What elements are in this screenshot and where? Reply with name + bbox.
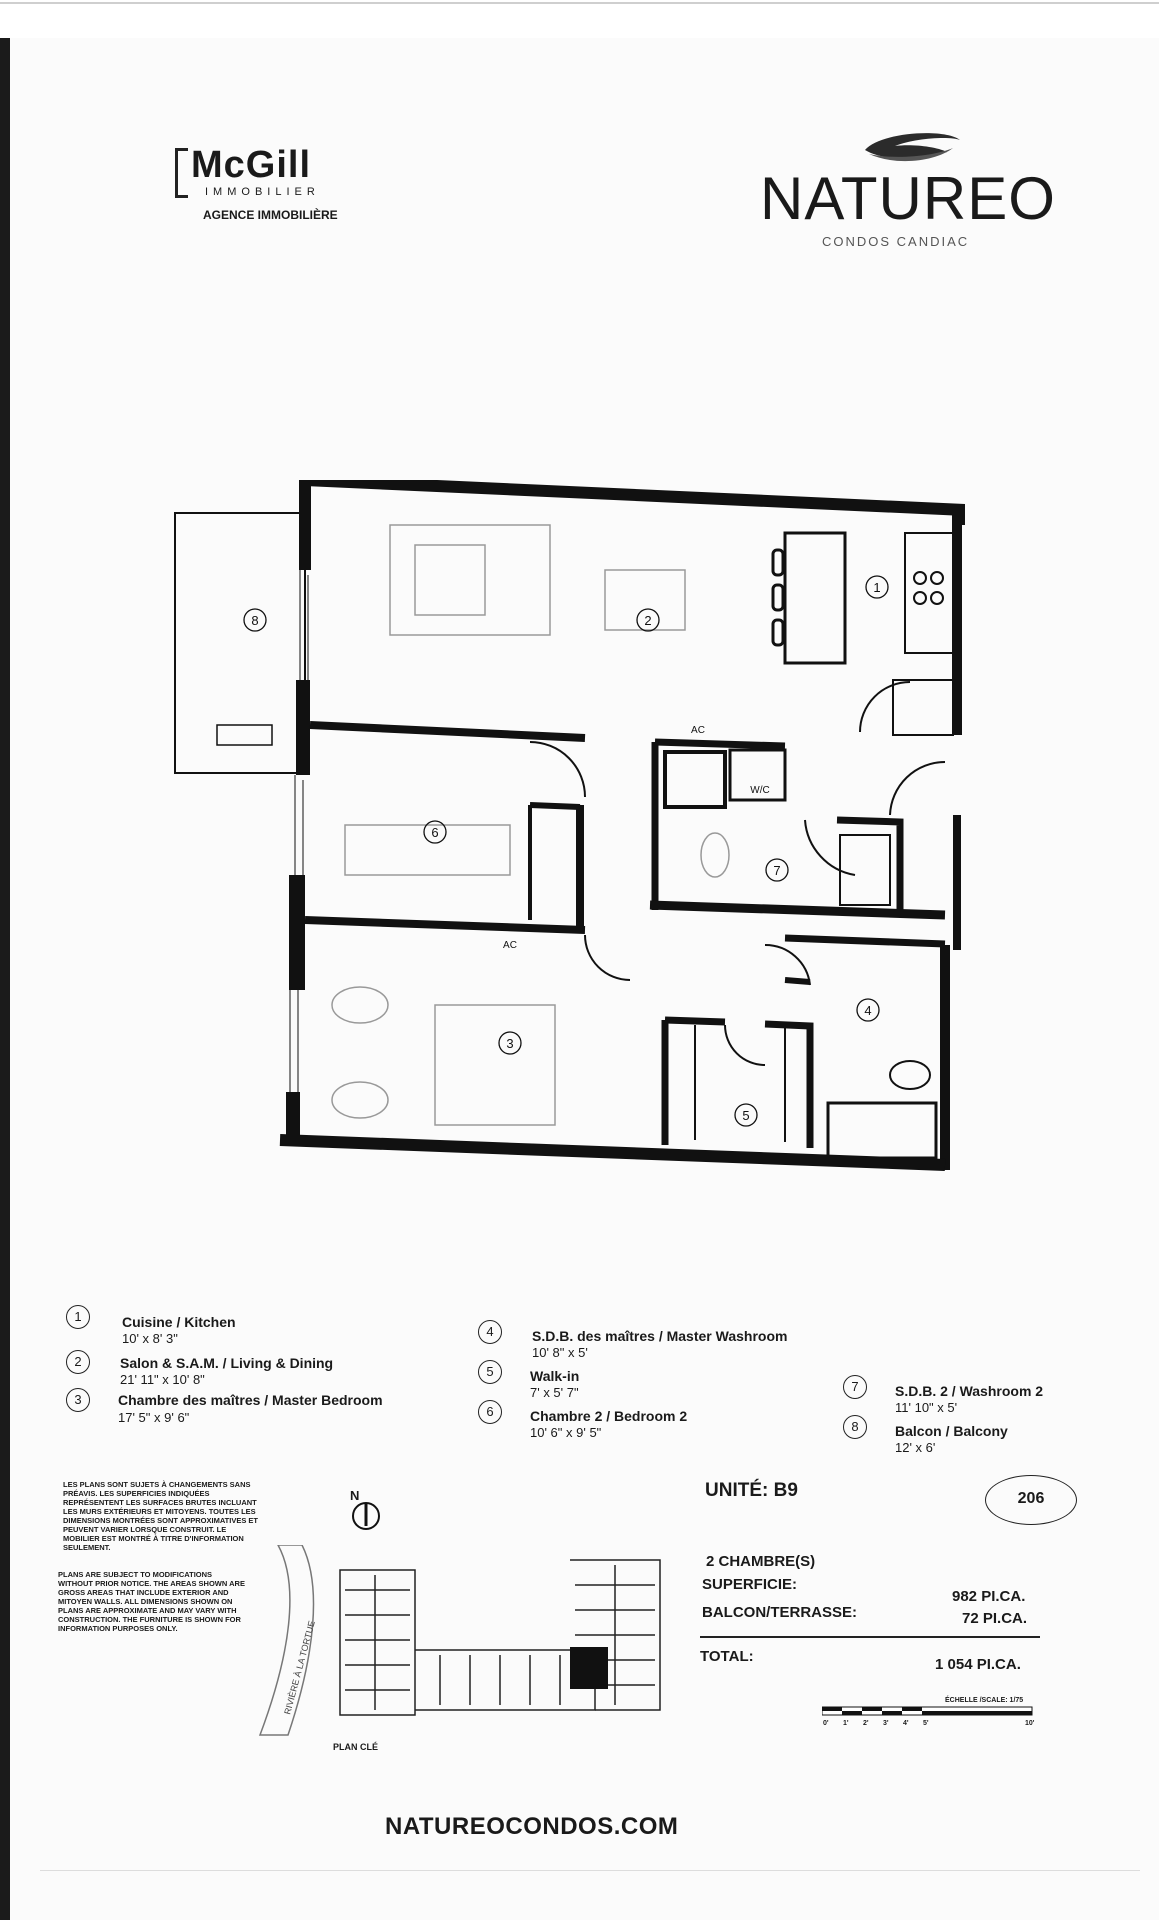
- room-marker-1: [866, 576, 888, 598]
- room-marker-7: [766, 859, 788, 881]
- legend-num-7: 7: [843, 1375, 867, 1399]
- key-plan-map: [240, 1545, 680, 1740]
- unit-number: 206: [1017, 1490, 1045, 1507]
- legend-title-7: S.D.B. 2 / Washroom 2: [895, 1383, 1044, 1399]
- notes-english: PLANS ARE SUBJECT TO MODIFICATIONS WITHOUT PRIOR NOTICE. THE AREAS SHOWN ARE GROSS AREAS THAT INCLUDE EXTERIOR AND MITOYEN WALLS. ALL DIMENSIONS SHOWN ON PLANS ARE APPROXIMATE AND MAY VARY WITH CONSTRUCTION. THE FURNITURE IS SHOWN FOR INFORMATION PURPOSES ONLY.: [58, 1570, 245, 1633]
- legend-num-6: 6: [478, 1400, 502, 1424]
- unit-label: UNITÉ: B9: [705, 1480, 798, 1501]
- legend-dim-7: 11' 10" x 5': [895, 1400, 958, 1415]
- ac-label-bedroom: AC: [503, 940, 517, 951]
- legend-dim-6: 10' 6" x 9' 5": [530, 1425, 602, 1440]
- svg-text:5: 5: [742, 1108, 750, 1123]
- mcgill-name: McGill: [191, 144, 312, 186]
- room-marker-3: [499, 1032, 521, 1054]
- legend-dim-1: 10' x 8' 3": [122, 1331, 178, 1346]
- north-label: N: [350, 1488, 360, 1503]
- scale-tick: 2': [863, 1720, 869, 1727]
- legend-dim-2: 21' 11" x 10' 8": [120, 1372, 205, 1387]
- balcony-value: 72 PI.CA.: [962, 1610, 1028, 1627]
- mcgill-subtitle: IMMOBILIER: [205, 186, 320, 198]
- natureo-name: NATUREO: [760, 165, 1056, 232]
- river-label: RIVIÈRE À LA TORTUE: [282, 1619, 317, 1716]
- scale-tick: 3': [883, 1720, 889, 1727]
- svg-text:2: 2: [644, 613, 652, 628]
- legend-num-1: 1: [66, 1305, 90, 1329]
- scale-bar: [822, 1705, 1037, 1719]
- legend-dim-5: 7' x 5' 7": [530, 1385, 579, 1400]
- scale-tick: 1': [843, 1720, 849, 1727]
- ac-label-kitchen: AC: [691, 725, 705, 736]
- balcony-outline: [175, 513, 305, 773]
- room-marker-6: [424, 821, 446, 843]
- legend-title-2: Salon & S.A.M. / Living & Dining: [120, 1355, 334, 1371]
- legend-num-3: 3: [66, 1388, 90, 1412]
- balcony-planter: [217, 725, 272, 745]
- unit-location-marker: [570, 1647, 608, 1689]
- unit-number-circle: [985, 1475, 1077, 1525]
- room-marker-8: [244, 609, 266, 631]
- legend-title-8: Balcon / Balcony: [895, 1423, 1008, 1439]
- superficie-value: 982 PI.CA.: [952, 1588, 1026, 1605]
- superficie-label: SUPERFICIE:: [702, 1576, 798, 1593]
- total-divider: [700, 1636, 1040, 1638]
- scale-tick: 10': [1025, 1720, 1035, 1727]
- legend-dim-3: 17' 5" x 9' 6": [118, 1410, 190, 1425]
- svg-text:8: 8: [251, 613, 259, 628]
- legend-num-8: 8: [843, 1415, 867, 1439]
- legend-num-5: 5: [478, 1360, 502, 1384]
- room-marker-4: [857, 999, 879, 1021]
- svg-text:3: 3: [506, 1036, 514, 1051]
- website-url[interactable]: NATUREOCONDOS.COM: [385, 1813, 679, 1840]
- natureo-swoosh-icon: [855, 126, 965, 166]
- north-arrow-icon: [350, 1500, 384, 1534]
- bedrooms-count: 2 CHAMBRE(S): [706, 1553, 816, 1570]
- svg-text:1: 1: [873, 580, 881, 595]
- legend-title-6: Chambre 2 / Bedroom 2: [530, 1408, 688, 1424]
- legend-title-1: Cuisine / Kitchen: [122, 1314, 236, 1330]
- natureo-subtitle: CONDOS CANDIAC: [822, 234, 970, 249]
- svg-text:7: 7: [773, 863, 781, 878]
- footer-divider: [40, 1870, 1140, 1871]
- notes-french: LES PLANS SONT SUJETS À CHANGEMENTS SANS PRÉAVIS. LES SUPERFICIES INDIQUÉES REPRÉSENTENT LES SURFACES BRUTES INCLUANT LES MURS EXTÉRIEURS ET MITOYENS. TOUTES LES DIMENSIONS MONTRÉES SONT APPROXIMATIVES ET PEUVENT VARIER LORSQUE CONSTRUIT. LE MOBILIER EST MONTRÉ À TITRE D'INFORMATION SEULEMENT.: [63, 1480, 259, 1552]
- legend-dim-4: 10' 8" x 5': [532, 1345, 588, 1360]
- room-marker-5: [735, 1104, 757, 1126]
- svg-text:6: 6: [431, 825, 439, 840]
- svg-text:4: 4: [864, 1003, 872, 1018]
- scale-tick: 4': [903, 1720, 909, 1727]
- legend-dim-8: 12' x 6': [895, 1440, 936, 1455]
- legend-num-2: 2: [66, 1350, 90, 1374]
- legend-num-4: 4: [478, 1320, 502, 1344]
- agency-type: AGENCE IMMOBILIÈRE: [203, 208, 338, 222]
- mcgill-bracket-mark: [175, 148, 188, 198]
- scale-label: ÉCHELLE /SCALE: 1/75: [945, 1697, 1024, 1704]
- top-divider: [0, 2, 1159, 4]
- room-marker-2: [637, 609, 659, 631]
- floor-plan-drawing: [165, 480, 965, 1180]
- natureo-logo: [760, 126, 1056, 266]
- total-label: TOTAL:: [700, 1648, 754, 1665]
- key-plan-caption: PLAN CLÉ: [333, 1742, 378, 1752]
- scale-tick: 0': [823, 1720, 829, 1727]
- balcony-label: BALCON/TERRASSE:: [702, 1604, 858, 1621]
- top-bar: [0, 0, 1159, 38]
- wc-label: W/C: [750, 785, 770, 796]
- legend-title-4: S.D.B. des maîtres / Master Washroom: [532, 1328, 788, 1344]
- scale-tick: 5': [923, 1720, 929, 1727]
- legend-title-3: Chambre des maîtres / Master Bedroom: [118, 1392, 383, 1408]
- total-value: 1 054 PI.CA.: [935, 1656, 1021, 1673]
- legend-title-5: Walk-in: [530, 1368, 580, 1384]
